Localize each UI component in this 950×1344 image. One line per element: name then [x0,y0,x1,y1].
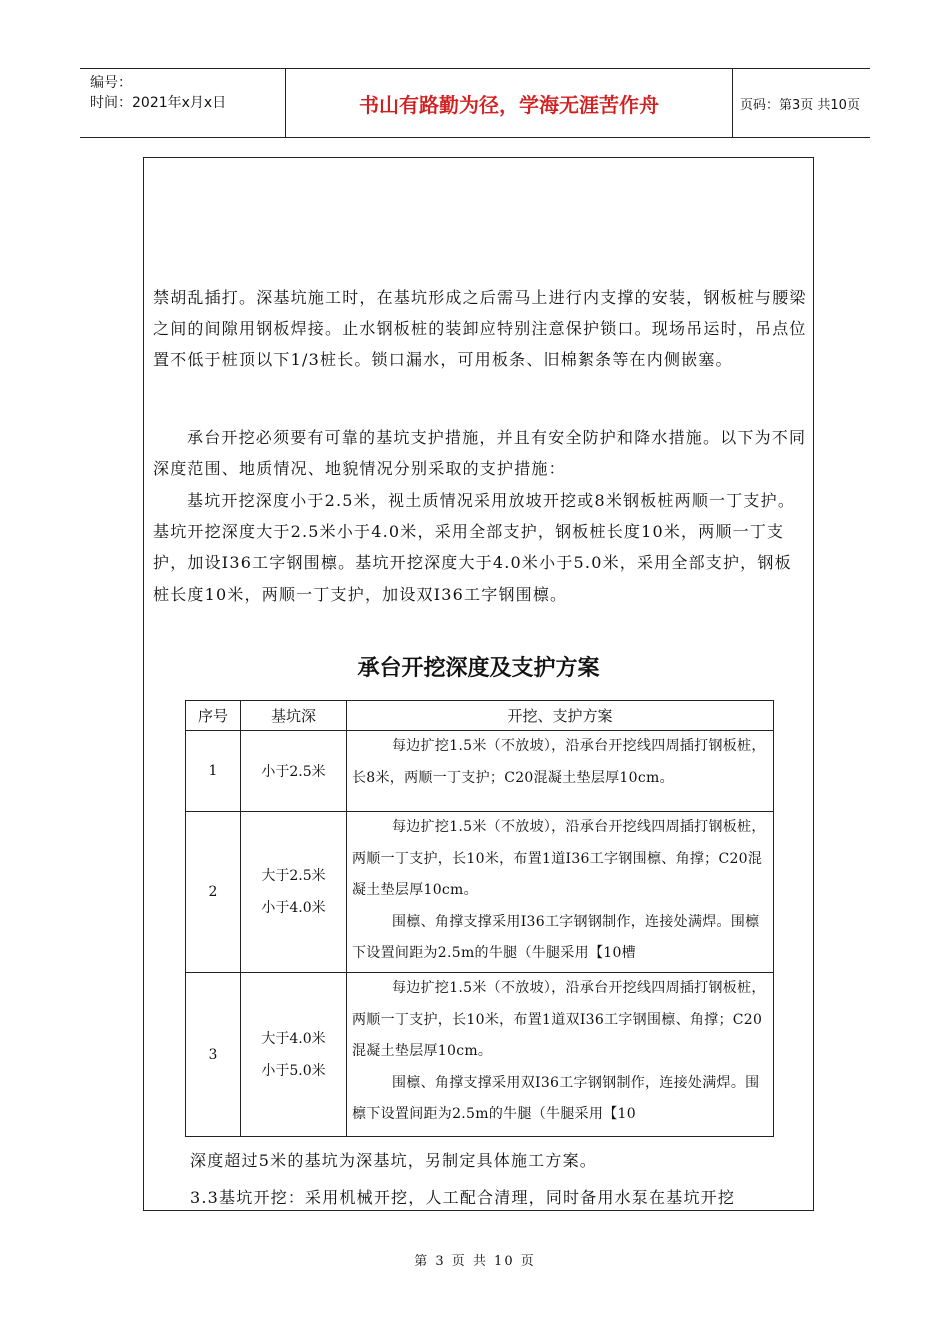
row2-depth-line2: 小于4.0米 [261,900,326,916]
row3-no: 3 [208,1046,218,1063]
header-meta [80,69,285,137]
row1-no: 1 [208,763,218,779]
row3-depth [241,973,346,1136]
table-title: 承台开挖深度及支护方案 [357,656,600,681]
row2-scheme [352,812,770,972]
row2-scheme-text-2: 围檩、角撑支撑采用I36工字钢钢制作，连接处满焊。围檩下设置间距为2.5m的牛腿（牛腿采用【10槽 [352,913,760,961]
row3-depth-line1: 大于4.0米 [261,1030,326,1047]
col-header-depth: 基坑深 [270,707,316,725]
row1-scheme [352,731,770,811]
date-label: 时间：2021年x月x日 [90,95,227,111]
section-3-3-heading: 3.3基坑开挖：采用机械开挖，人工配合清理，同时备用水泵在基坑开挖 [190,1188,736,1207]
row1-scheme-text: 每边扩挖1.5米（不放坡），沿承台开挖线四周插打钢板桩，长8米，两顺一丁支护；C20混凝土垫层厚10cm。 [352,738,766,786]
row2-depth-line1: 大于2.5米 [261,868,326,884]
row3-scheme-text-1: 每边扩挖1.5米（不放坡），沿承台开挖线四周插打钢板桩，两顺一丁支护，长10米，布置1道双I36工字钢围檩、角撑；C20混凝土垫层厚10cm。 [352,980,766,1059]
table-line [185,1136,774,1137]
number-label: 编号： [90,75,132,91]
row3-scheme [352,973,770,1136]
paragraph-3: 基坑开挖深度小于2.5米，视土质情况采用放坡开挖或8米钢板桩两顺一丁支护。基坑开挖深度大于2.5米小于4.0米，采用全部支护，钢板桩长度10米，两顺一丁支护，加设I36工字钢围檩。基坑开挖深度大于4.0米小于5.0米，采用全部支护，钢板桩长度10米，两顺一丁支护，加设双I36工字钢围檩。 [153,491,796,604]
table-line [773,700,774,1136]
deep-pit-note: 深度超过5米的基坑为深基坑，另制定具体施工方案。 [190,1151,597,1170]
row3-depth-line2: 小于5.0米 [261,1062,326,1079]
page-header [80,68,870,138]
row2-depth [241,812,346,972]
row2-no: 2 [208,884,218,900]
row1-depth-line1: 小于2.5米 [261,764,326,780]
header-page-info: 页码：第3页 共10页 [740,97,860,113]
row2-scheme-text-1: 每边扩挖1.5米（不放坡），沿承台开挖线四周插打钢板桩，两顺一丁支护，长10米，布置1道I36工字钢围檩、角撑；C20混凝土垫层厚10cm。 [352,819,766,898]
col-header-scheme: 开挖、支护方案 [507,707,613,725]
support-scheme-table [185,700,774,1140]
paragraph-2: 承台开挖必须要有可靠的基坑支护措施，并且有安全防护和降水措施。以下为不同深度范围、地质情况、地貌情况分别采取的支护措施： [153,428,807,479]
row3-scheme-text-2: 围檩、角撑支撑采用双I36工字钢钢制作，连接处满焊。围檩下设置间距为2.5m的牛腿（牛腿采用【10 [352,1074,760,1122]
table-line [346,700,347,1136]
row1-depth [241,731,346,811]
page-footer: 第 3 页 共 10 页 [414,1254,536,1269]
header-motto: 书山有路勤为径，学海无涯苦作舟 [285,69,733,137]
paragraph-1: 禁胡乱插打。深基坑施工时，在基坑形成之后需马上进行内支撑的安装，钢板桩与腰梁之间的间隙用钢板焊接。止水钢板桩的装卸应特别注意保护锁口。现场吊运时，吊点位置不低于桩顶以下1/3桩长。锁口漏水，可用板条、旧棉絮条等在内侧嵌塞。 [153,288,807,370]
col-header-no: 序号 [197,707,228,725]
